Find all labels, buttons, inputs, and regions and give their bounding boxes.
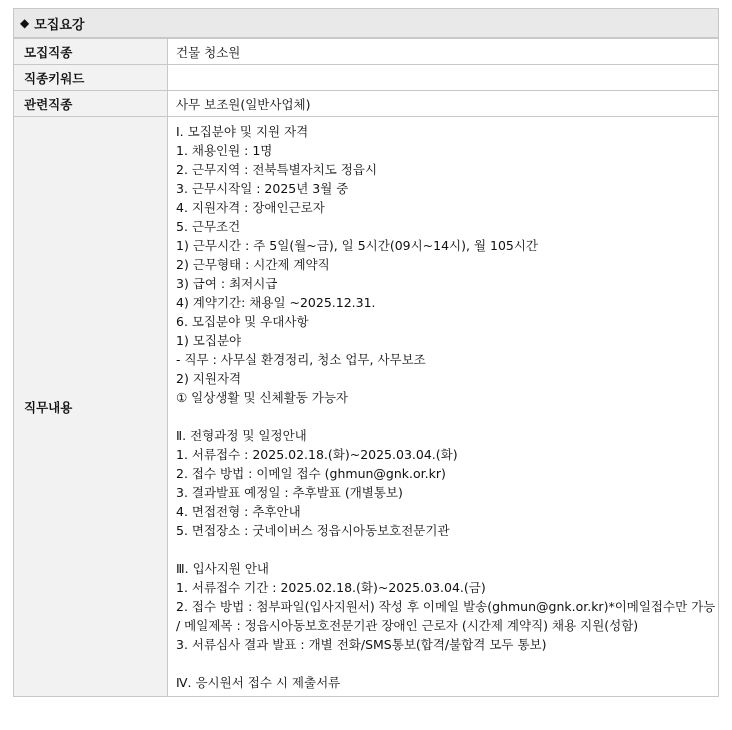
duty-line: 1. 서류접수 : 2025.02.18.(화)~2025.03.04.(화) [176, 447, 458, 462]
duty-line: 3. 결과발표 예정일 : 추후발표 (개별통보) [176, 485, 403, 500]
row-value: 사무 보조원(일반사업체) [168, 91, 719, 117]
duty-line: 3) 급여 : 최저시급 [176, 276, 278, 291]
duty-line: 2. 접수 방법 : 첨부파일(입사지원서) 작성 후 이메일 발송(ghmun@gnk.or.kr)*이메일접수만 가능 / 메일제목 : 정읍시아동보호전문기관 장애인 근로자 (시간제 계약직) 채용 지원(성함) [176, 599, 716, 633]
duty-line: 2) 근무형태 : 시간제 계약직 [176, 257, 330, 272]
duty-line: 1) 근무시간 : 주 5일(월~금), 일 5시간(09시~14시), 월 105시간 [176, 238, 539, 253]
duty-line: Ⅱ. 전형과정 및 일정안내 [176, 428, 307, 443]
blank-line [176, 407, 717, 426]
duty-line: - 직무 : 사무실 환경정리, 청소 업무, 사무보조 [176, 352, 426, 367]
duty-line: Ⅳ. 응시원서 접수 시 제출서류 [176, 675, 341, 690]
row-label: 관련직종 [14, 91, 168, 117]
section-header [13, 8, 719, 38]
recruitment-section [13, 8, 719, 697]
blank-line [176, 654, 717, 673]
duty-line: 5. 근무조건 [176, 219, 241, 234]
duty-line: 3. 서류심사 결과 발표 : 개별 전화/SMS통보(합격/불합격 모두 통보) [176, 637, 547, 652]
row-label: 모집직종 [14, 39, 168, 65]
duty-line: ① 일상생활 및 신체활동 가능자 [176, 390, 349, 405]
duty-row [14, 117, 719, 697]
row-label: 직종키워드 [14, 65, 168, 91]
row-value: 건물 청소원 [168, 39, 719, 65]
table-row [14, 65, 719, 91]
duty-line: 1. 채용인원 : 1명 [176, 143, 273, 158]
row-value [168, 65, 719, 91]
blank-line [176, 540, 717, 559]
duty-line: Ⅲ. 입사지원 안내 [176, 561, 269, 576]
duty-line: 4. 지원자격 : 장애인근로자 [176, 200, 325, 215]
duty-line: 2. 접수 방법 : 이메일 접수 (ghmun@gnk.or.kr) [176, 466, 446, 481]
duty-line: 1) 모집분야 [176, 333, 242, 348]
duty-line: 4) 계약기간: 채용일 ~2025.12.31. [176, 295, 376, 310]
section-title: 모집요강 [34, 17, 85, 33]
duty-line: 3. 근무시작일 : 2025년 3월 중 [176, 181, 349, 196]
duty-line: Ⅰ. 모집분야 및 지원 자격 [176, 124, 309, 139]
duty-content [168, 117, 719, 697]
table-row [14, 91, 719, 117]
duty-line: 5. 면접장소 : 굿네이버스 정읍시아동보호전문기관 [176, 523, 450, 538]
duty-line: 4. 면접전형 : 추후안내 [176, 504, 301, 519]
table-row [14, 39, 719, 65]
diamond-bullet-icon: ◆ [20, 16, 30, 30]
duty-label: 직무내용 [14, 117, 168, 697]
duty-line: 2) 지원자격 [176, 371, 242, 386]
duty-line: 2. 근무지역 : 전북특별자치도 정읍시 [176, 162, 378, 177]
recruitment-table [13, 38, 719, 697]
duty-line: 6. 모집분야 및 우대사항 [176, 314, 309, 329]
duty-line: 1. 서류접수 기간 : 2025.02.18.(화)~2025.03.04.(금) [176, 580, 486, 595]
